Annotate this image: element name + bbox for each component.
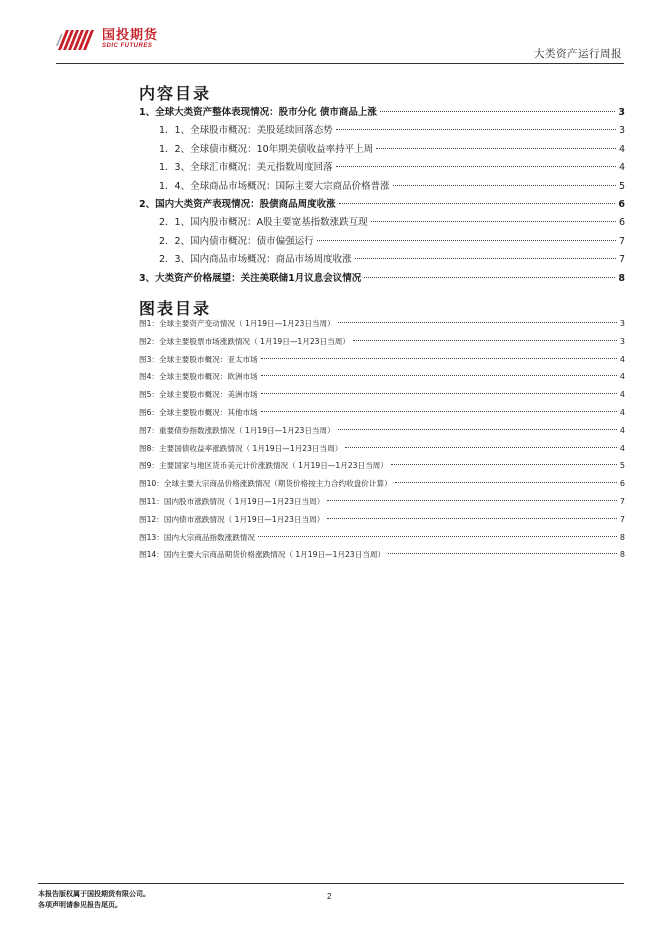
figure-entry[interactable] [139, 443, 625, 461]
entry-page-number: 4 [619, 354, 625, 364]
leader-dots [393, 185, 616, 186]
figure-entry[interactable] [139, 336, 625, 354]
entry-title: 图14：国内主要大宗商品期货价格涨跌情况（ 1月19日—1月23日当周） [139, 550, 386, 560]
figure-entry[interactable] [139, 354, 625, 372]
entry-page-number: 4 [619, 372, 625, 382]
entry-title: 图4：全球主要股市概况：欧洲市场 [139, 372, 258, 382]
figure-entry[interactable] [139, 532, 625, 550]
toc-entry[interactable] [139, 104, 625, 122]
figure-entry[interactable] [139, 549, 625, 567]
leader-dots [336, 129, 616, 130]
entry-title: 图9：主要国家与地区货币美元计价涨跌情况（ 1月19日—1月23日当周） [139, 461, 388, 471]
entry-title: 2．1、国内股市概况：A股主要宽基指数涨跌互现 [159, 217, 368, 229]
figure-entry[interactable] [139, 460, 625, 478]
figure-entry[interactable] [139, 478, 625, 496]
entry-page-number: 6 [618, 217, 625, 229]
toc-entry[interactable] [139, 122, 625, 140]
figure-entry[interactable] [139, 514, 625, 532]
entry-page-number: 7 [618, 254, 625, 266]
figure-entry[interactable] [139, 407, 625, 425]
figure-entry[interactable] [139, 371, 625, 389]
leader-dots [353, 340, 617, 341]
figures-title: 图表目录 [139, 299, 212, 318]
leader-dots [338, 322, 617, 323]
entry-title: 2．2、国内债市概况：债市偏强运行 [159, 235, 314, 247]
page-number: 2 [327, 892, 332, 901]
leader-dots [338, 429, 617, 430]
leader-dots [317, 240, 616, 241]
leader-dots [261, 358, 617, 359]
figure-entry[interactable] [139, 389, 625, 407]
toc-entry[interactable] [139, 214, 625, 232]
figure-entry[interactable] [139, 425, 625, 443]
entry-title: 图12：国内债市涨跌情况（ 1月19日—1月23日当周） [139, 514, 325, 524]
entry-page-number: 4 [618, 143, 625, 155]
entry-title: 1．1、全球股市概况：美股延续回落态势 [159, 125, 333, 137]
entry-title: 图10：全球主要大宗商品价格涨跌情况（期货价格按主力合约收盘价计算） [139, 479, 392, 489]
toc-entry[interactable] [139, 196, 625, 214]
entry-page-number: 4 [619, 390, 625, 400]
entry-title: 3、大类资产价格展望：关注美联储1月议息会议情况 [139, 272, 362, 284]
footer-statement-note: 各项声明请参见报告尾页。 [38, 901, 122, 909]
entry-title: 2．3、国内商品市场概况：商品市场周度收涨 [159, 254, 352, 266]
entry-page-number: 8 [619, 550, 625, 560]
footer-copyright: 本报告版权属于国投期货有限公司。 [38, 890, 150, 898]
entry-title: 1．2、全球债市概况：10年期美债收益率持平上周 [159, 143, 374, 155]
leader-dots [261, 375, 617, 376]
leader-dots [261, 393, 617, 394]
entry-title: 图5：全球主要股市概况：美洲市场 [139, 390, 258, 400]
figure-entry[interactable] [139, 318, 625, 336]
header-divider [56, 63, 624, 64]
logo-english-name: SDIC FUTURES [102, 42, 153, 49]
figures-list [139, 318, 625, 567]
page-header [0, 0, 662, 66]
entry-title: 图7：重要债券指数涨跌情况（ 1月19日—1月23日当周） [139, 425, 335, 435]
toc-entry[interactable] [139, 159, 625, 177]
entry-title: 1．3、全球汇市概况：美元指数周度回落 [159, 162, 333, 174]
entry-title: 图6：全球主要股市概况：其他市场 [139, 407, 258, 417]
entry-title: 图1：全球主要资产变动情况（ 1月19日—1月23日当周） [139, 319, 335, 328]
logo-stripes-icon [56, 26, 98, 52]
toc-entry[interactable] [139, 270, 625, 288]
entry-page-number: 4 [618, 162, 625, 174]
leader-dots [336, 166, 616, 167]
leader-dots [339, 203, 616, 204]
toc-entry[interactable] [139, 178, 625, 196]
entry-page-number: 6 [619, 479, 625, 489]
leader-dots [261, 411, 617, 412]
entry-page-number: 5 [618, 180, 625, 192]
entry-page-number: 4 [619, 425, 625, 435]
leader-dots [380, 111, 615, 112]
entry-title: 图13：国内大宗商品指数涨跌情况 [139, 532, 255, 542]
entry-title: 1、全球大类资产整体表现情况：股市分化 债市商品上涨 [139, 107, 377, 118]
report-type: 大类资产运行周报 [534, 48, 622, 60]
entry-title: 图3：全球主要股市概况：亚太市场 [139, 354, 258, 364]
entry-title: 图11：国内股市涨跌情况（ 1月19日—1月23日当周） [139, 496, 325, 506]
leader-dots [345, 447, 617, 448]
entry-page-number: 4 [619, 407, 625, 417]
toc-entry[interactable] [139, 233, 625, 251]
leader-dots [327, 500, 617, 501]
company-logo [56, 26, 158, 52]
leader-dots [391, 464, 617, 465]
leader-dots [258, 536, 617, 537]
entry-page-number: 4 [619, 443, 625, 453]
entry-page-number: 8 [619, 532, 625, 542]
entry-page-number: 5 [619, 461, 625, 471]
leader-dots [327, 518, 617, 519]
entry-page-number: 3 [619, 319, 625, 328]
leader-dots [388, 553, 617, 554]
entry-page-number: 3 [618, 107, 625, 118]
leader-dots [364, 277, 615, 278]
toc-entry[interactable] [139, 251, 625, 269]
footer-disclaimer [38, 889, 150, 911]
entry-page-number: 3 [619, 336, 625, 346]
entry-title: 2、国内大类资产表现情况：股债商品周度收涨 [139, 198, 336, 210]
toc-title: 内容目录 [139, 84, 212, 103]
entry-page-number: 8 [618, 272, 625, 284]
toc-entry[interactable] [139, 141, 625, 159]
leader-dots [355, 258, 616, 259]
entry-title: 图8：主要国债收益率涨跌情况（ 1月19日—1月23日当周） [139, 443, 343, 453]
toc-list [139, 104, 625, 288]
leader-dots [376, 148, 616, 149]
leader-dots [371, 221, 616, 222]
entry-page-number: 3 [618, 125, 625, 137]
entry-page-number: 7 [619, 496, 625, 506]
entry-page-number: 7 [619, 514, 625, 524]
leader-dots [395, 482, 617, 483]
figure-entry[interactable] [139, 496, 625, 514]
footer-divider [38, 883, 624, 884]
entry-title: 图2：全球主要股票市场涨跌情况（ 1月19日—1月23日当周） [139, 336, 350, 346]
logo-chinese-name: 国投期货 [102, 27, 159, 43]
entry-title: 1．4、全球商品市场概况：国际主要大宗商品价格普涨 [159, 180, 390, 192]
entry-page-number: 6 [618, 198, 625, 210]
entry-page-number: 7 [618, 235, 625, 247]
